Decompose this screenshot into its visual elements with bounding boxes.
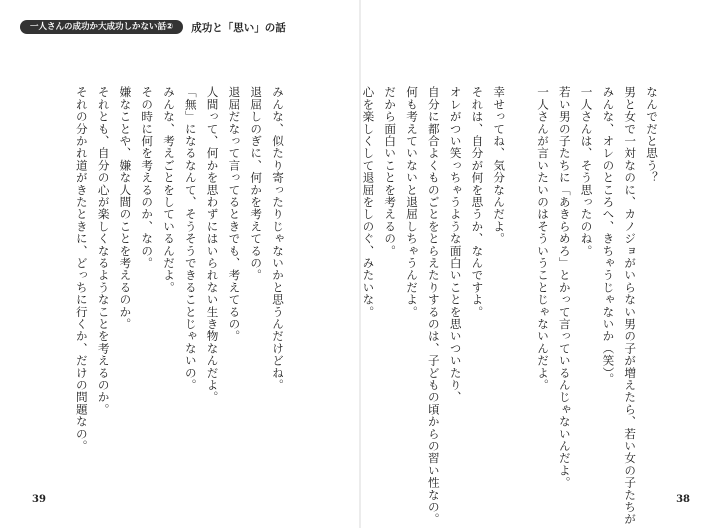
text-line: みんな、似たり寄ったりじゃないかと思うんだけどね。: [271, 86, 285, 391]
text-line: 人間って、何かを思わずにはいられない生き物なんだよ。: [205, 86, 220, 404]
page-number-left: 39: [32, 494, 46, 505]
text-line: 嫌なことや、嫌な人間のことを考えるのか。: [118, 86, 133, 330]
text-line: それの分かれ道がきたときに、どっちに行くか、だけの問題なの。: [74, 86, 89, 452]
text-line: それは、自分が何を思うか、なんですよ。: [470, 86, 485, 318]
text-line: 一人さんが言いたいのはそういうことじゃないんだよ。: [536, 86, 551, 391]
text-line: みんな、オレのところへ、きちゃうじゃないか（笑）。: [601, 86, 616, 386]
running-header: [20, 20, 286, 34]
chapter-title: 成功と「思い」の話: [191, 21, 286, 34]
right-page-body: [357, 86, 662, 526]
text-line: 「無」になるなんて、そうそうできることじゃないの。: [183, 86, 198, 391]
page-number-right: 38: [676, 494, 690, 505]
text-line: 一人さんは、そう思ったのね。: [579, 86, 594, 257]
text-line: みんな、考えごとをしているんだよ。: [162, 86, 177, 294]
text-line: 心を楽しくして退屈をしのぐ、みたいな。: [361, 86, 376, 318]
text-line: なんでだと思う？: [645, 86, 659, 184]
text-line: 男と女で一対なのに、カノジョがいらない男の子が増えたら、若い女の子たちが: [623, 86, 638, 526]
text-line: オレがつい笑っちゃうような面白いことを思いついたり、: [448, 86, 463, 404]
text-line: だから面白いことを考えるの。: [383, 86, 398, 257]
paragraph-break: [509, 86, 531, 436]
left-page-body: [70, 86, 288, 452]
text-line: 退屈だなって言ってるときでも、考えてるの。: [227, 86, 242, 343]
text-line: 自分に都合よくものごとをとらえたりするのは、子どもの頃からの習い性なの。: [426, 86, 441, 526]
text-line: 退屈しのぎに、何かを考えてるの。: [249, 86, 264, 282]
text-line: 若い男の子たちに「あきらめろ」とかって言っているんじゃないんだよ。: [557, 86, 572, 489]
text-line: 幸せってね、気分なんだよ。: [492, 86, 507, 245]
text-line: その時に何を考えるのか、なの。: [140, 86, 155, 269]
series-badge: 一人さんの成功か大成功しかない話②: [20, 20, 183, 34]
text-line: それとも、自分の心が楽しくなるようなことを考えるのか。: [96, 86, 111, 416]
text-line: 何も考えていないと退屈しちゃうんだよ。: [405, 86, 420, 318]
